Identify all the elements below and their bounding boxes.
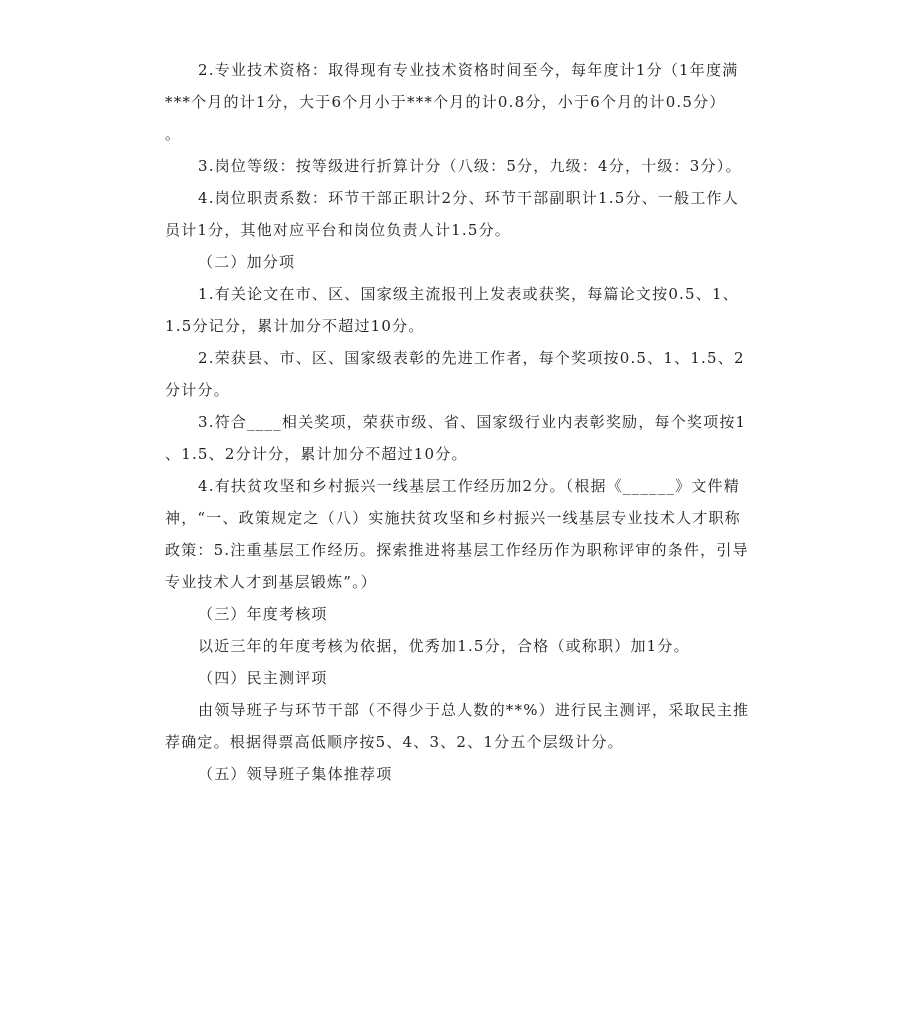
paragraph bbox=[165, 630, 757, 662]
text-line: 员计1分，其他对应平台和岗位负责人计1.5分。 bbox=[165, 221, 512, 239]
text-line: 政策：5.注重基层工作经历。探索推进将基层工作经历作为职称评审的条件，引导 bbox=[165, 541, 749, 559]
paragraph bbox=[165, 278, 757, 342]
section-heading bbox=[165, 598, 757, 630]
text-line: ***个月的计1分，大于6个月小于***个月的计0.8分，小于6个月的计0.5分） bbox=[165, 93, 726, 111]
paragraph bbox=[165, 150, 757, 182]
paragraph bbox=[165, 342, 757, 406]
text-line: 1.5分记分，累计加分不超过10分。 bbox=[165, 317, 425, 335]
text-line: 神，“一、政策规定之（八）实施扶贫攻坚和乡村振兴一线基层专业技术人才职称 bbox=[165, 509, 741, 527]
text-line: 以近三年的年度考核为依据，优秀加1.5分，合格（或称职）加1分。 bbox=[198, 637, 690, 655]
text-line: 1.有关论文在市、区、国家级主流报刊上发表或获奖，每篇论文按0.5、1、 bbox=[198, 285, 739, 303]
text-line: 4.岗位职责系数：环节干部正职计2分、环节干部副职计1.5分、一般工作人 bbox=[198, 189, 739, 207]
section-heading bbox=[165, 662, 757, 694]
text-line: （二）加分项 bbox=[198, 253, 296, 271]
text-line: 4.有扶贫攻坚和乡村振兴一线基层工作经历加2分。（根据《______》文件精 bbox=[198, 477, 740, 495]
text-line: （四）民主测评项 bbox=[198, 669, 328, 687]
paragraph bbox=[165, 406, 757, 470]
text-line: 、1.5、2分计分，累计加分不超过10分。 bbox=[165, 445, 468, 463]
text-line: 由领导班子与环节干部（不得少于总人数的**%）进行民主测评，采取民主推 bbox=[198, 701, 750, 719]
text-line: 3.符合____相关奖项，荣获市级、省、国家级行业内表彰奖励，每个奖项按1 bbox=[198, 413, 747, 431]
text-line: （三）年度考核项 bbox=[198, 605, 328, 623]
paragraph bbox=[165, 470, 757, 598]
text-line: 2.荣获县、市、区、国家级表彰的先进工作者，每个奖项按0.5、1、1.5、2 bbox=[198, 349, 745, 367]
text-line: 专业技术人才到基层锻炼”。） bbox=[165, 573, 377, 591]
paragraph bbox=[165, 54, 757, 150]
paragraph bbox=[165, 182, 757, 246]
text-line: （五）领导班子集体推荐项 bbox=[198, 765, 393, 783]
text-line: 。 bbox=[165, 125, 182, 143]
paragraph bbox=[165, 694, 757, 758]
section-heading bbox=[165, 246, 757, 278]
text-line: 2.专业技术资格：取得现有专业技术资格时间至今，每年度计1分（1年度满 bbox=[198, 61, 739, 79]
document-body bbox=[165, 54, 757, 790]
text-line: 荐确定。根据得票高低顺序按5、4、3、2、1分五个层级计分。 bbox=[165, 733, 624, 751]
section-heading bbox=[165, 758, 757, 790]
text-line: 分计分。 bbox=[165, 381, 230, 399]
text-line: 3.岗位等级：按等级进行折算计分（八级：5分，九级：4分，十级：3分）。 bbox=[198, 157, 742, 175]
